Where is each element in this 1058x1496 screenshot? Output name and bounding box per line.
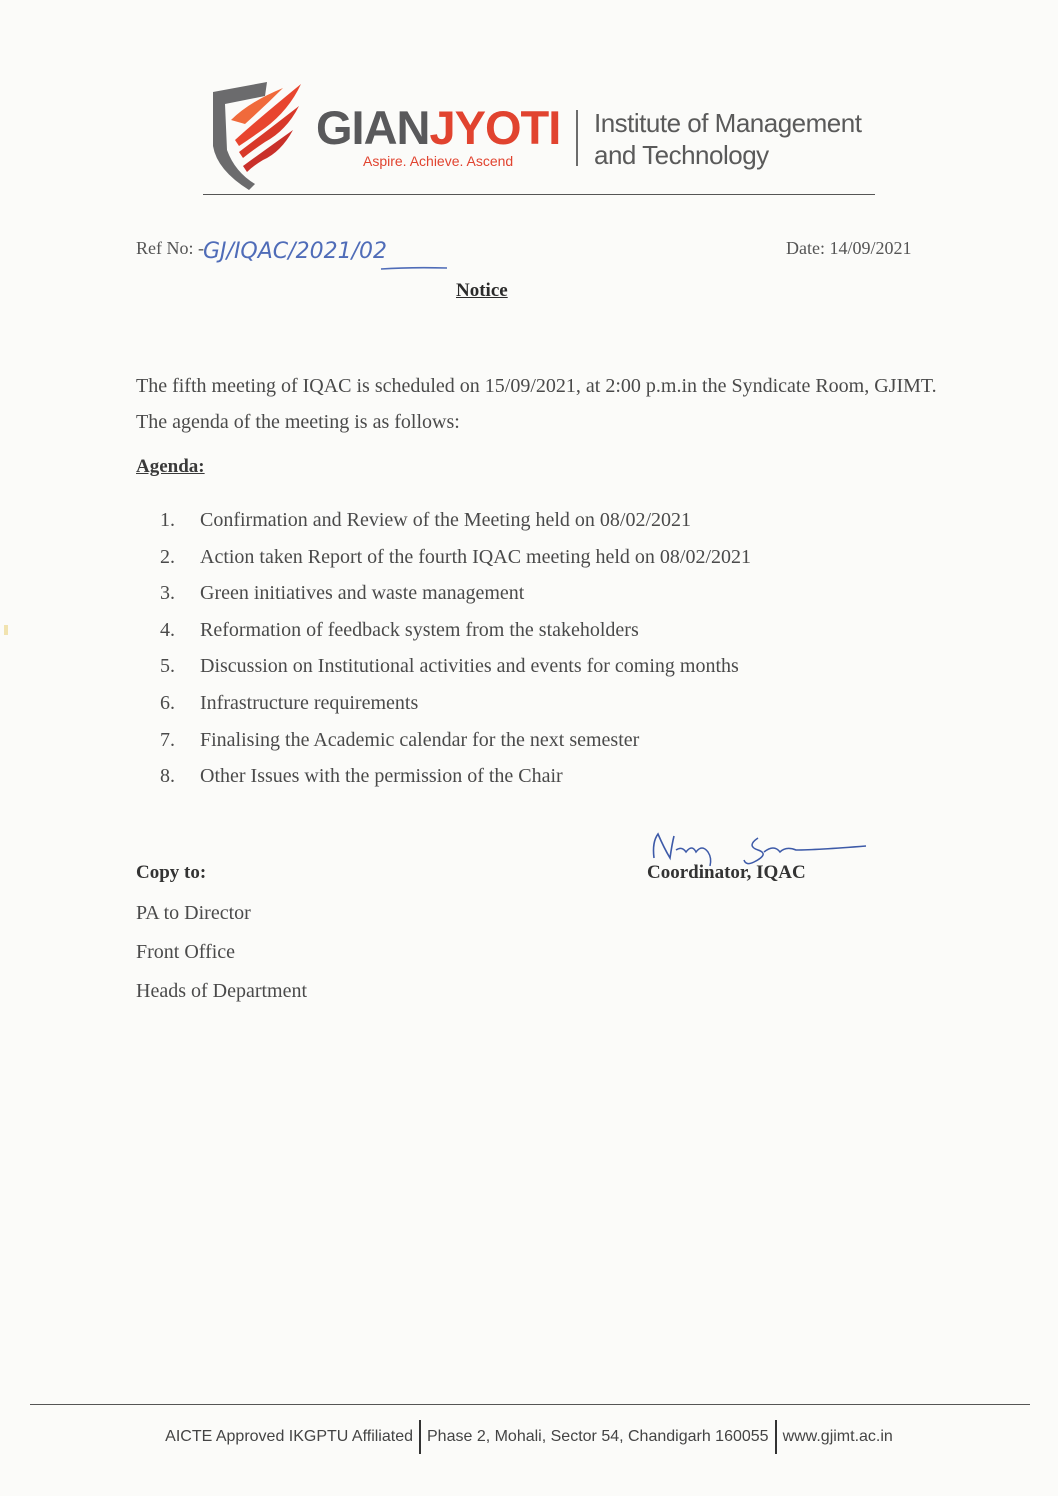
ref-number-label: Ref No: - [136,238,204,258]
signatory-title: Coordinator, IQAC [647,862,806,883]
agenda-item-number: 4. [160,618,175,641]
ref-number-value: GJ/IQAC/2021/02 [203,239,387,264]
agenda-item-text: Discussion on Institutional activities and events for coming months [200,655,739,678]
brand-tagline: Aspire. Achieve. Ascend [363,153,514,169]
agenda-item-number: 8. [160,765,175,788]
brand-divider [576,110,578,166]
agenda-item-text: Confirmation and Review of the Meeting held on 08/02/2021 [200,509,692,531]
footer-separator [419,1420,421,1454]
agenda-item [160,615,751,652]
agenda-item [160,761,751,798]
copy-to-list [136,900,307,1017]
agenda-item-number: 6. [160,691,175,714]
footer-website: www.gjimt.ac.in [782,1428,893,1445]
agenda-item [160,651,751,688]
brand-name-gian: GIAN [316,101,430,154]
agenda-item [160,578,751,615]
copy-recipient: Front Office [136,941,236,963]
agenda-item [160,725,751,762]
brand-name-jyoti: JYOTI [429,101,561,154]
copy-recipient: PA to Director [136,902,251,924]
agenda-item-text: Other Issues with the permission of the Chair [200,765,563,788]
notice-title: Notice [456,280,508,301]
footer-divider [30,1404,1030,1405]
footer-approval: AICTE Approved IKGPTU Affiliated [165,1428,413,1445]
institute-name-line2: and Technology [594,140,769,170]
agenda-item-number: 7. [160,728,175,751]
agenda-item-number: 3. [160,582,175,605]
header-divider [203,194,875,195]
institute-logo-shield [205,80,310,190]
agenda-item [160,542,751,579]
agenda-item-text: Reformation of feedback system from the stakeholders [200,618,639,641]
scan-artifact [4,625,8,635]
ref-number-handwritten [203,236,463,276]
brand-name [316,101,561,154]
agenda-item-text: Finalising the Academic calendar for the next semester [200,728,640,751]
institute-name-line1: Institute of Management [594,108,862,138]
agenda-item [160,505,751,542]
agenda-item-number: 5. [160,655,175,678]
copy-recipient: Heads of Department [136,980,308,1002]
agenda-item-text: Green initiatives and waste management [200,582,525,605]
agenda-item-text: Infrastructure requirements [200,691,419,714]
footer-address: Phase 2, Mohali, Sector 54, Chandigarh 160055 [427,1428,769,1445]
notice-date: Date: 14/09/2021 [786,238,912,258]
copy-to-label: Copy to: [136,862,207,883]
agenda-item-text: Action taken Report of the fourth IQAC meeting held on 08/02/2021 [200,545,752,568]
meeting-intro-paragraph: The fifth meeting of IQAC is scheduled on 15/09/2021, at 2:00 p.m.in the Syndicate Room, GJIMT. The agenda of the meeting is as follows: [136,375,937,433]
agenda-heading: Agenda: [136,456,205,477]
agenda-item [160,688,751,725]
agenda-list [160,505,751,798]
footer-separator [775,1420,777,1454]
footer [0,1420,1058,1454]
agenda-item-number: 2. [160,545,175,568]
agenda-item-number: 1. [160,509,175,531]
